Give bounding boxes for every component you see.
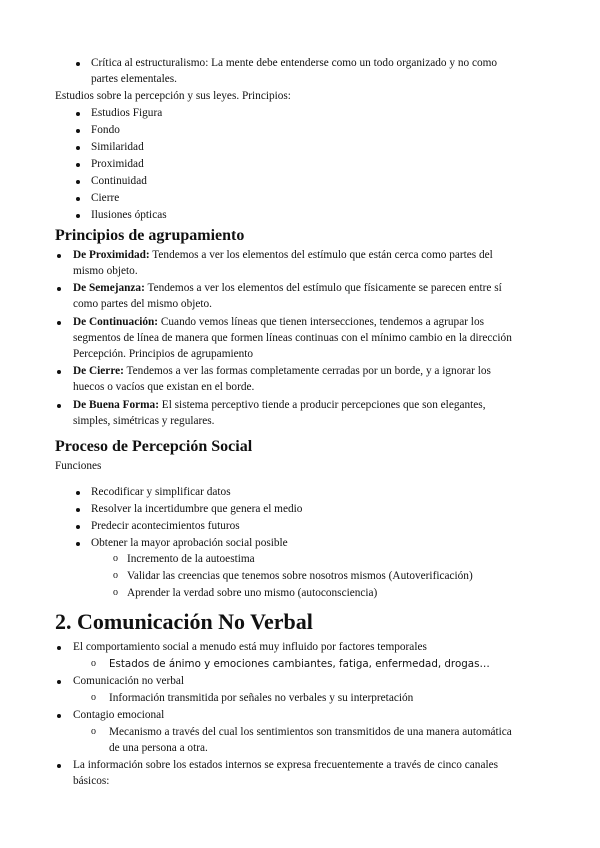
comunicacion-title: 2. Comunicación No Verbal <box>55 609 313 634</box>
buena-forma-line-1 <box>73 398 486 412</box>
proceso-title: Proceso de Percepción Social <box>55 438 253 455</box>
semejanza-text: Tendemos a ver los elementos del estímulo que físicamente se parecen entre sí <box>144 282 502 294</box>
proximidad-line-2: mismo objeto. <box>73 265 138 277</box>
buena-forma-text: El sistema perceptivo tiende a producir percepciones que son elegantes, <box>158 399 486 411</box>
bullet-dot-icon <box>76 197 80 201</box>
bullet-dot-icon <box>57 287 61 291</box>
funciones-subitem: Incremento de la autoestima <box>127 553 255 565</box>
bullet-dot-icon <box>76 146 80 150</box>
continuacion-line-2: segmentos de línea de manera que formen líneas continuas con el mínimo cambio en la dirección <box>73 332 512 344</box>
buena-forma-line-2: simples, simétricas y regulares. <box>73 415 215 427</box>
comunicacion-bullet-2: Comunicación no verbal <box>73 675 185 687</box>
proximidad-line-1 <box>73 248 493 262</box>
comunicacion-bullet-1-sub: Estados de ánimo y emociones cambiantes, fatiga, enfermedad, drogas… <box>109 658 490 670</box>
comunicacion-bullet-4-line-2: básicos: <box>73 775 110 787</box>
bullet-dot-icon <box>57 680 61 684</box>
comunicacion-bullet-3: Contagio emocional <box>73 709 165 721</box>
continuacion-line-1 <box>73 315 484 329</box>
estudios-item: Continuidad <box>91 175 147 187</box>
proximidad-term: De Proximidad: <box>73 249 150 261</box>
estudios-heading: Estudios sobre la percepción y sus leyes. Principios: <box>55 90 291 102</box>
cierre-line-2: huecos o vacíos que existan en el borde. <box>73 381 255 393</box>
comunicacion-bullet-4-line-1: La información sobre los estados internos se expresa frecuentemente a través de cinco canales <box>73 759 499 771</box>
estudios-item: Cierre <box>91 192 120 204</box>
estudios-item: Similaridad <box>91 141 144 153</box>
circle-bullet-icon: o <box>91 692 96 703</box>
bullet-dot-icon <box>76 163 80 167</box>
continuacion-line-3: Percepción. Principios de agrupamiento <box>73 348 254 360</box>
bullet-dot-icon <box>76 542 80 546</box>
bullet-dot-icon <box>57 321 61 325</box>
bullet-dot-icon <box>57 254 61 258</box>
bullet-dot-icon <box>57 764 61 768</box>
semejanza-line-2: como partes del mismo objeto. <box>73 298 212 310</box>
bullet-dot-icon <box>57 714 61 718</box>
continuacion-term: De Continuación: <box>73 316 159 328</box>
comunicacion-bullet-2-sub: Información transmitida por señales no verbales y su interpretación <box>109 692 414 704</box>
funciones-label: Funciones <box>55 460 102 472</box>
circle-bullet-icon: o <box>113 587 118 598</box>
bullet-dot-icon <box>76 491 80 495</box>
funciones-item: Obtener la mayor aprobación social posible <box>91 537 288 549</box>
bullet-dot-icon <box>76 525 80 529</box>
critica-line-1: Crítica al estructuralismo: La mente debe entenderse como un todo organizado y no como <box>91 57 498 69</box>
bullet-dot-icon <box>76 112 80 116</box>
circle-bullet-icon: o <box>113 553 118 564</box>
bullet-dot-icon <box>57 404 61 408</box>
estudios-item: Estudios Figura <box>91 107 163 119</box>
semejanza-line-1 <box>73 281 502 295</box>
funciones-subitem: Validar las creencias que tenemos sobre nosotros mismos (Autoverificación) <box>127 570 473 582</box>
circle-bullet-icon: o <box>91 658 96 669</box>
bullet-dot-icon <box>76 214 80 218</box>
comunicacion-bullet-1: El comportamiento social a menudo está muy influido por factores temporales <box>73 641 427 653</box>
buena-forma-term: De Buena Forma: <box>73 399 159 411</box>
cierre-term: De Cierre: <box>73 365 124 377</box>
bullet-dot-icon <box>76 129 80 133</box>
bullet-dot-icon <box>76 508 80 512</box>
semejanza-term: De Semejanza: <box>73 282 145 294</box>
comunicacion-bullet-3-sub-line-1: Mecanismo a través del cual los sentimientos son transmitidos de una manera automática <box>109 726 512 738</box>
circle-bullet-icon: o <box>91 726 96 737</box>
bullet-dot-icon <box>76 62 80 66</box>
continuacion-text: Cuando vemos líneas que tienen intersecciones, tendemos a agrupar los <box>158 316 484 328</box>
estudios-item: Proximidad <box>91 158 144 170</box>
funciones-subitem: Aprender la verdad sobre uno mismo (autoconsciencia) <box>127 587 378 599</box>
cierre-line-1 <box>73 364 491 378</box>
funciones-item: Recodificar y simplificar datos <box>91 486 231 498</box>
bullet-dot-icon <box>76 180 80 184</box>
estudios-item: Fondo <box>91 124 120 136</box>
comunicacion-bullet-3-sub-line-2: de una persona a otra. <box>109 742 208 754</box>
bullet-dot-icon <box>57 646 61 650</box>
cierre-text: Tendemos a ver las formas completamente cerradas por un borde, y a ignorar los <box>123 365 491 377</box>
critica-line-2: partes elementales. <box>91 73 177 85</box>
bullet-dot-icon <box>57 370 61 374</box>
proximidad-text: Tendemos a ver los elementos del estímulo que están cerca como partes del <box>149 249 493 261</box>
agrupamiento-title: Principios de agrupamiento <box>55 227 245 244</box>
estudios-item: Ilusiones ópticas <box>91 209 167 221</box>
funciones-item: Resolver la incertidumbre que genera el medio <box>91 503 303 515</box>
funciones-item: Predecir acontecimientos futuros <box>91 520 240 532</box>
circle-bullet-icon: o <box>113 570 118 581</box>
